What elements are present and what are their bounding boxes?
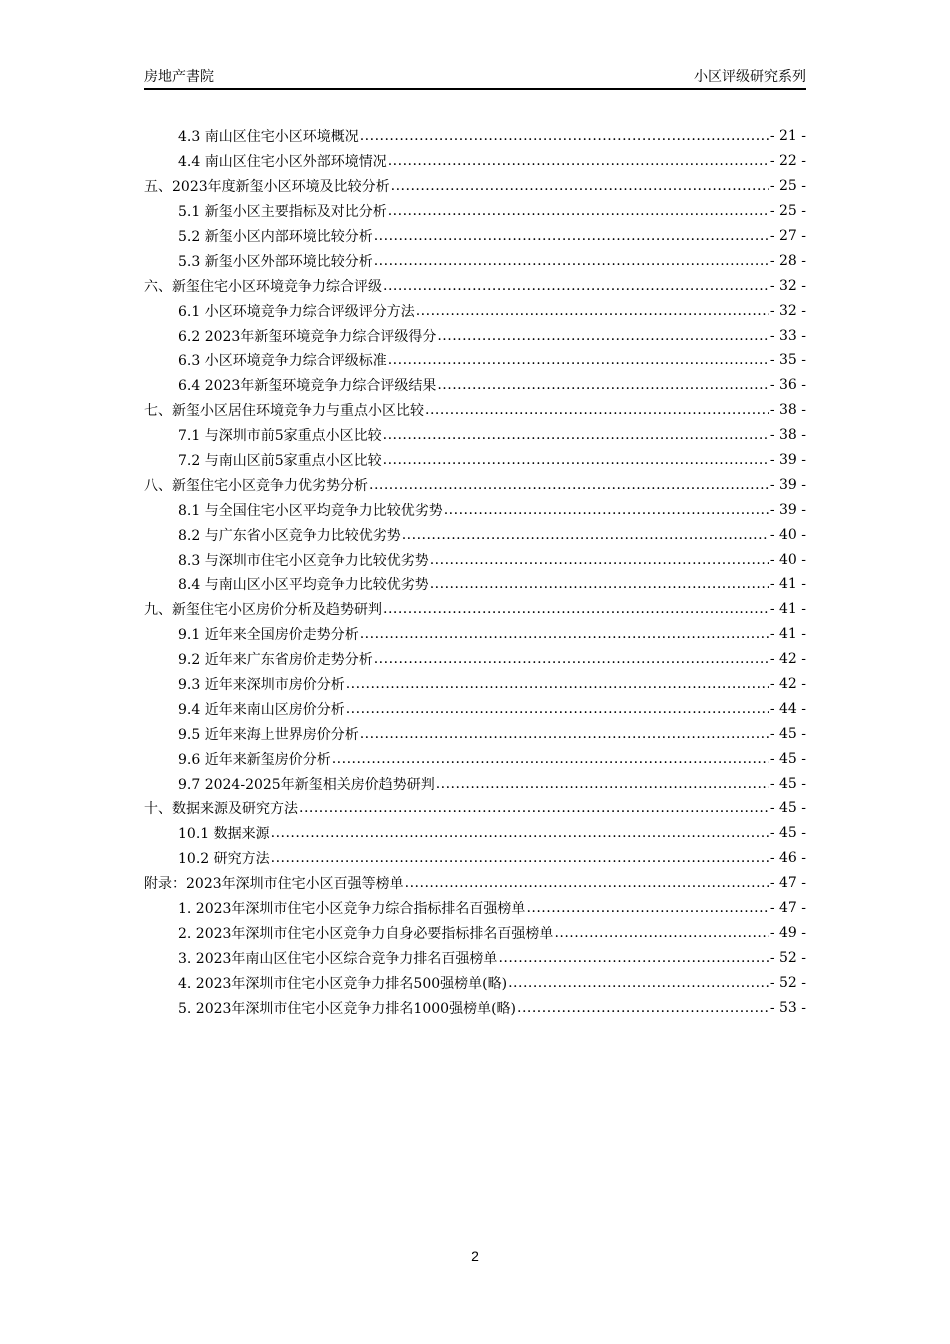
- toc-entry[interactable]: [144, 224, 806, 249]
- toc-dot-leader: [498, 950, 768, 966]
- toc-entry[interactable]: [144, 672, 806, 697]
- toc-dot-leader: [402, 527, 769, 543]
- toc-dot-leader: [360, 626, 769, 642]
- toc-entry-page: - 22 -: [769, 153, 806, 170]
- toc-dot-leader: [360, 726, 769, 742]
- toc-entry-page: - 40 -: [769, 551, 806, 568]
- toc-entry[interactable]: [144, 921, 806, 946]
- toc-entry-page: - 38 -: [769, 427, 806, 444]
- toc-entry-page: - 32 -: [769, 277, 806, 294]
- toc-entry-page: - 32 -: [769, 302, 806, 319]
- toc-entry-page: - 39 -: [769, 501, 806, 518]
- toc-entry-title: 6.2 2023年新玺环境竞争力综合评级得分: [178, 328, 437, 345]
- toc-entry[interactable]: [144, 174, 806, 199]
- toc-entry-page: - 39 -: [769, 476, 806, 493]
- toc-entry-page: - 52 -: [769, 974, 806, 991]
- toc-dot-leader: [436, 776, 769, 792]
- toc-entry-page: - 42 -: [769, 651, 806, 668]
- toc-dot-leader: [332, 751, 769, 767]
- toc-entry[interactable]: [144, 721, 806, 746]
- toc-entry[interactable]: [144, 572, 806, 597]
- toc-entry-title: 1. 2023年深圳市住宅小区竞争力综合指标排名百强榜单: [178, 901, 526, 918]
- toc-entry-title: 八、新玺住宅小区竞争力优劣势分析: [144, 477, 368, 494]
- toc-entry[interactable]: [144, 199, 806, 224]
- toc-entry-title: 9.1 近年来全国房价走势分析: [178, 627, 359, 644]
- toc-entry[interactable]: [144, 796, 806, 821]
- page-number: 2: [471, 1248, 479, 1264]
- toc-entry-page: - 49 -: [769, 924, 806, 941]
- toc-entry[interactable]: [144, 746, 806, 771]
- toc-entry[interactable]: [144, 846, 806, 871]
- toc-entry-page: - 45 -: [769, 775, 806, 792]
- toc-dot-leader: [271, 850, 769, 866]
- toc-entry-title: 7.1 与深圳市前5家重点小区比较: [178, 428, 382, 445]
- toc-dot-leader: [437, 328, 768, 344]
- header-publisher: 房地产書院: [144, 69, 214, 85]
- toc-dot-leader: [391, 178, 769, 194]
- toc-entry[interactable]: [144, 398, 806, 423]
- toc-entry-page: - 45 -: [769, 825, 806, 842]
- toc-dot-leader: [383, 452, 769, 468]
- toc-entry-title: 10.1 数据来源: [178, 826, 270, 843]
- toc-dot-leader: [437, 377, 768, 393]
- toc-entry[interactable]: [144, 896, 806, 921]
- toc-entry[interactable]: [144, 149, 806, 174]
- toc-entry-title: 6.1 小区环境竞争力综合评级评分方法: [178, 303, 415, 320]
- toc-entry-title: 附录：2023年深圳市住宅小区百强等榜单: [144, 876, 404, 893]
- toc-entry-page: - 53 -: [769, 999, 806, 1016]
- toc-dot-leader: [554, 925, 768, 941]
- toc-entry[interactable]: [144, 771, 806, 796]
- toc-entry-title: 5. 2023年深圳市住宅小区竞争力排名1000强榜单(略): [178, 1000, 516, 1017]
- toc-entry[interactable]: [144, 945, 806, 970]
- toc-entry-page: - 47 -: [769, 875, 806, 892]
- toc-entry-title: 七、新玺小区居住环境竞争力与重点小区比较: [144, 403, 424, 420]
- toc-entry[interactable]: [144, 448, 806, 473]
- toc-entry-title: 8.4 与南山区小区平均竞争力比较优劣势: [178, 577, 429, 594]
- toc-entry-page: - 27 -: [769, 228, 806, 244]
- toc-dot-leader: [374, 651, 769, 667]
- toc-entry-title: 4.3 南山区住宅小区环境概况: [178, 129, 359, 146]
- toc-dot-leader: [271, 825, 769, 841]
- toc-entry-title: 6.4 2023年新玺环境竞争力综合评级结果: [178, 378, 437, 395]
- toc-entry-page: - 33 -: [769, 327, 806, 344]
- toc-entry-page: - 44 -: [769, 700, 806, 717]
- toc-dot-leader: [526, 900, 768, 916]
- toc-entry-page: - 41 -: [769, 601, 806, 618]
- toc-dot-leader: [383, 278, 769, 294]
- toc-entry-title: 7.2 与南山区前5家重点小区比较: [178, 453, 382, 470]
- toc-entry[interactable]: [144, 522, 806, 547]
- toc-dot-leader: [383, 427, 769, 443]
- toc-dot-leader: [430, 576, 769, 592]
- toc-entry-title: 4. 2023年深圳市住宅小区竞争力排名500强榜单(略): [178, 975, 508, 992]
- toc-entry[interactable]: [144, 248, 806, 273]
- toc-dot-leader: [374, 228, 769, 244]
- toc-entry-title: 2. 2023年深圳市住宅小区竞争力自身必要指标排名百强榜单: [178, 925, 554, 942]
- toc-entry-title: 4.4 南山区住宅小区外部环境情况: [178, 154, 387, 171]
- toc-entry-title: 5.1 新玺小区主要指标及对比分析: [178, 204, 387, 221]
- toc-entry[interactable]: [144, 622, 806, 647]
- toc-entry[interactable]: [144, 373, 806, 398]
- toc-entry-title: 8.2 与广东省小区竞争力比较优劣势: [178, 527, 401, 544]
- toc-dot-leader: [517, 1000, 769, 1016]
- toc-entry-title: 5.2 新玺小区内部环境比较分析: [178, 229, 373, 245]
- toc-entry-title: 9.3 近年来深圳市房价分析: [178, 677, 345, 694]
- toc-dot-leader: [360, 128, 769, 144]
- toc-entry[interactable]: [144, 970, 806, 995]
- toc-dot-leader: [416, 303, 769, 319]
- toc-entry-title: 8.1 与全国住宅小区平均竞争力比较优劣势: [178, 502, 443, 519]
- toc-entry-title: 5.3 新玺小区外部环境比较分析: [178, 253, 373, 270]
- toc-dot-leader: [299, 800, 769, 816]
- toc-entry-title: 9.5 近年来海上世界房价分析: [178, 726, 359, 743]
- toc-entry-page: - 35 -: [769, 352, 806, 369]
- header-series-title: 小区评级研究系列: [694, 69, 806, 85]
- toc-dot-leader: [346, 701, 769, 717]
- toc-entry-page: - 21 -: [769, 128, 806, 145]
- toc-entry[interactable]: [144, 647, 806, 672]
- toc-entry-page: - 39 -: [769, 452, 806, 469]
- toc-entry-page: - 46 -: [769, 850, 806, 867]
- toc-entry-title: 六、新玺住宅小区环境竞争力综合评级: [144, 278, 382, 295]
- toc-entry[interactable]: [144, 597, 806, 622]
- toc-entry[interactable]: [144, 696, 806, 721]
- toc-dot-leader: [388, 203, 769, 219]
- toc-dot-leader: [425, 402, 769, 418]
- table-of-contents: [144, 124, 806, 1020]
- toc-dot-leader: [388, 153, 769, 169]
- toc-entry-page: - 45 -: [769, 800, 806, 817]
- toc-entry-title: 9.4 近年来南山区房价分析: [178, 701, 345, 718]
- toc-entry-page: - 40 -: [769, 526, 806, 543]
- toc-entry-page: - 47 -: [769, 900, 806, 917]
- toc-entry-page: - 38 -: [769, 402, 806, 419]
- toc-entry-title: 6.3 小区环境竞争力综合评级标准: [178, 353, 387, 370]
- toc-dot-leader: [405, 875, 769, 891]
- toc-entry-title: 十、数据来源及研究方法: [144, 801, 298, 818]
- toc-entry[interactable]: [144, 472, 806, 497]
- toc-entry-page: - 41 -: [769, 626, 806, 643]
- toc-entry-page: - 52 -: [769, 949, 806, 966]
- toc-entry-page: - 45 -: [769, 750, 806, 767]
- toc-entry[interactable]: [144, 497, 806, 522]
- toc-dot-leader: [383, 601, 769, 617]
- toc-entry-title: 9.2 近年来广东省房价走势分析: [178, 652, 373, 669]
- toc-entry[interactable]: [144, 124, 806, 149]
- toc-entry[interactable]: [144, 995, 806, 1020]
- toc-entry-title: 五、2023年度新玺小区环境及比较分析: [144, 179, 390, 196]
- toc-dot-leader: [508, 975, 769, 991]
- page-header: [144, 66, 806, 90]
- toc-entry-title: 3. 2023年南山区住宅小区综合竞争力排名百强榜单: [178, 950, 498, 967]
- toc-entry[interactable]: [144, 821, 806, 846]
- toc-entry-page: - 45 -: [769, 725, 806, 742]
- toc-dot-leader: [388, 352, 769, 368]
- toc-entry[interactable]: [144, 348, 806, 373]
- toc-entry[interactable]: [144, 323, 806, 348]
- toc-dot-leader: [369, 477, 769, 493]
- toc-entry-page: - 41 -: [769, 576, 806, 593]
- toc-entry-title: 10.2 研究方法: [178, 851, 270, 868]
- toc-entry-page: - 28 -: [769, 252, 806, 269]
- toc-dot-leader: [346, 676, 769, 692]
- toc-dot-leader: [444, 502, 769, 518]
- toc-entry-title: 九、新玺住宅小区房价分析及趋势研判: [144, 602, 382, 619]
- toc-entry[interactable]: [144, 298, 806, 323]
- toc-entry[interactable]: [144, 423, 806, 448]
- toc-dot-leader: [374, 253, 769, 269]
- toc-entry-page: - 25 -: [769, 178, 806, 195]
- toc-entry-title: 9.6 近年来新玺房价分析: [178, 751, 331, 768]
- toc-entry-title: 8.3 与深圳市住宅小区竞争力比较优劣势: [178, 552, 429, 569]
- toc-entry[interactable]: [144, 273, 806, 298]
- toc-entry[interactable]: [144, 547, 806, 572]
- toc-entry-title: 9.7 2024-2025年新玺相关房价趋势研判: [178, 776, 435, 793]
- toc-entry-page: - 42 -: [769, 676, 806, 693]
- toc-entry[interactable]: [144, 871, 806, 896]
- toc-dot-leader: [430, 552, 769, 568]
- toc-entry-page: - 36 -: [769, 377, 806, 394]
- toc-entry-page: - 25 -: [769, 203, 806, 220]
